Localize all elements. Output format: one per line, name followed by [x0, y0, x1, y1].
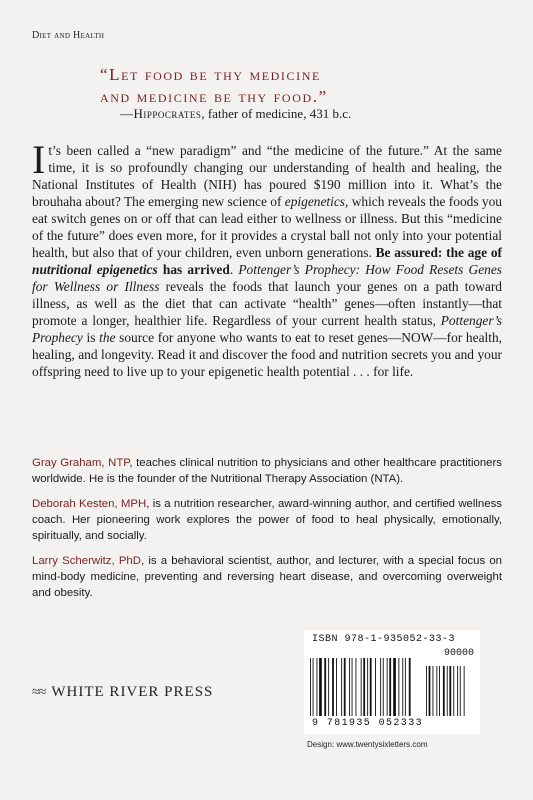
addon-bar: [429, 666, 431, 716]
drop-cap: I: [32, 137, 46, 182]
quote-line-2: and medicine be thy food.”: [100, 87, 328, 106]
barcode-bar: [332, 658, 334, 716]
book-title-italic: Pottenger’s Prophecy: [32, 313, 502, 345]
blurb-text: [32, 137, 502, 380]
barcode-bar: [363, 658, 365, 716]
author-bio: [32, 496, 502, 544]
publisher-name: WHITE RIVER PRESS: [51, 684, 214, 700]
barcode-bar: [398, 658, 399, 716]
addon-bar: [449, 666, 451, 716]
publisher-logo: [32, 684, 213, 701]
blurb-bold: has arrived: [157, 262, 230, 277]
blurb-part: , which reveals the foods you eat switch genes on or off that can lead either to wellness or illness. But this “medicine of the future” does even more, for it provides a crystal ball not only into your potential health, but also that of your children, even unborn generations.: [32, 194, 502, 260]
blurb-part: is: [82, 330, 100, 345]
bio-text: , teaches clinical nutrition to physicians and other healthcare practitioners worldwide. He is the founder of the Nutritional Therapy Association (NTA).: [32, 457, 502, 485]
addon-bar: [457, 666, 458, 716]
barcode-bar: [409, 658, 411, 716]
addon-bar: [443, 666, 445, 716]
author-bio: [32, 553, 502, 601]
barcode-bar: [393, 658, 396, 716]
author-name: Deborah Kesten, MPH: [32, 498, 147, 510]
barcode-bars: [310, 658, 474, 716]
barcode-number: 9 781935 052333: [312, 718, 424, 729]
barcode-bar: [356, 658, 357, 716]
waves-icon: ≈≈: [32, 684, 46, 700]
design-credit: Design: www.twentysixletters.com: [307, 740, 428, 749]
barcode-bar: [402, 658, 403, 716]
isbn-label: ISBN 978-1-935052-33-3: [312, 634, 456, 645]
barcode-bar: [317, 658, 318, 716]
barcode-bar: [370, 658, 372, 716]
barcode-bar: [336, 658, 337, 716]
blurb-italic: the: [99, 330, 116, 345]
barcode-bar: [341, 658, 342, 716]
barcode-bar: [349, 658, 350, 716]
quote-attribution: [120, 106, 500, 122]
bio-text: , is a behavioral scientist, author, and lecturer, with a special focus on mind-body medicine, preventing and reversing heart disease, and overcoming overweight and obesity.: [32, 555, 502, 599]
blurb-bold: Be assured: the age of: [375, 245, 502, 260]
barcode-bar: [375, 658, 376, 716]
blurb-part: source for anyone who wants to eat to reset genes—NOW—for health, healing, and longevity. Read it and discover the food and nutrition secrets you and your offspring need to live up to your epigenetic health potential . . . for life.: [32, 330, 502, 379]
blurb-italic: epigenetics: [284, 194, 346, 209]
book-title-italic: Pottenger’s Prophecy: How Food Resets Genes for Wellness or Illness: [32, 262, 502, 294]
addon-bar: [447, 666, 448, 716]
epigraph-quote: [100, 64, 500, 108]
attribution-name: —Hippocrates: [120, 106, 202, 121]
barcode-bar: [352, 658, 353, 716]
addon-bar: [453, 666, 454, 716]
price-code: 90000: [443, 648, 474, 659]
barcode-block: [304, 630, 480, 734]
bio-text: , is a nutrition researcher, award-winning author, and certified wellness coach. Her pioneering work explores the power of food to heal physically, emotionally, spiritually, and socially.: [32, 498, 502, 542]
author-name: Gray Graham, NTP: [32, 457, 130, 469]
barcode-bar: [310, 658, 311, 716]
barcode-bar: [328, 658, 329, 716]
addon-bar: [460, 666, 461, 716]
addon-bar: [433, 666, 434, 716]
addon-bar: [426, 666, 427, 716]
barcode-bar: [361, 658, 362, 716]
blurb-part: .: [229, 262, 239, 277]
blurb-part: t’s been called a “new paradigm” and “the medicine of the future.” At the same time, it is so profoundly changing our understanding of health and healing, the National Institutes of Health (NIH) has poured $190 million into it. What’s the brouhaha about? The emerging new science of: [32, 143, 502, 209]
barcode-bar: [367, 658, 368, 716]
category-label: Diet and Health: [32, 30, 105, 41]
barcode-bar: [405, 658, 406, 716]
blurb-bold-italic: nutritional epigenetics: [32, 262, 158, 277]
author-bio: [32, 455, 502, 487]
barcode-bar: [383, 658, 384, 716]
barcode-bar: [387, 658, 388, 716]
blurb-part: reveals the foods that launch your genes on a path toward illness, as well as the diet that can activate “health” genes—often instantly—that promote a longer, healthier life. Regardless of your current health status,: [32, 279, 502, 328]
barcode-bar: [313, 658, 314, 716]
attribution-detail: , father of medicine, 431 b.c.: [201, 106, 352, 121]
author-name: Larry Scherwitz, PhD: [32, 555, 141, 567]
barcode-bar: [324, 658, 326, 716]
barcode-bar: [344, 658, 346, 716]
barcode-bar: [319, 658, 322, 716]
barcode-bar: [380, 658, 381, 716]
author-bios: [32, 455, 502, 610]
quote-line-1: “Let food be thy medicine: [100, 65, 321, 84]
addon-bar: [464, 666, 465, 716]
barcode-bar: [389, 658, 391, 716]
addon-bar: [436, 666, 437, 716]
addon-bar: [439, 666, 440, 716]
